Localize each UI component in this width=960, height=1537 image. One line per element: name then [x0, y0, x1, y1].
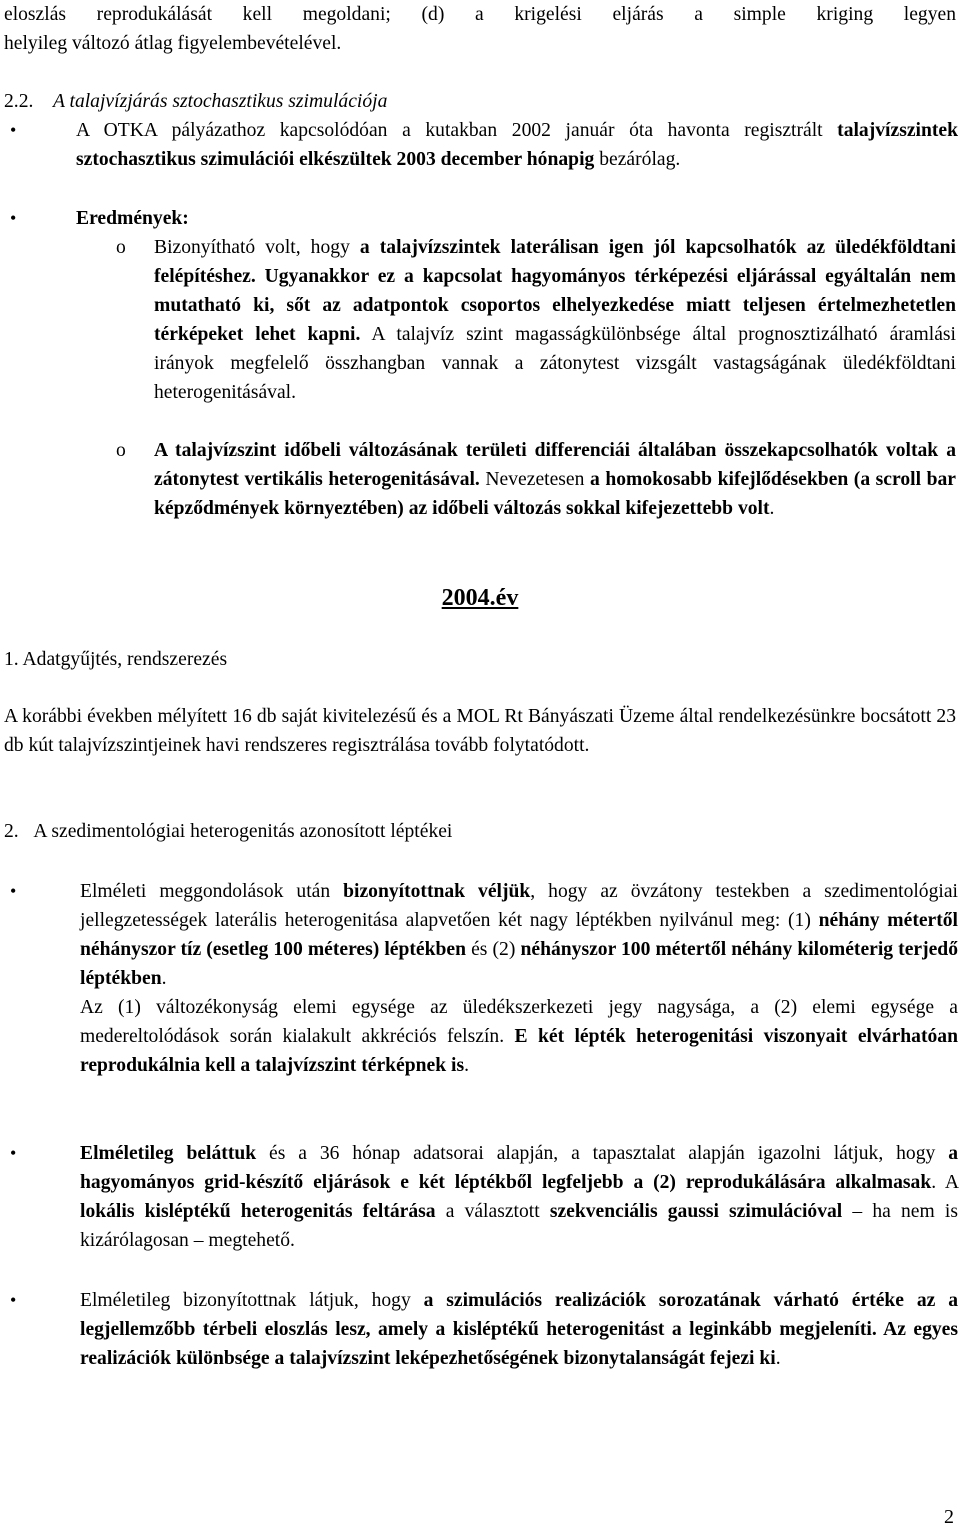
bullet-icon: •: [10, 1143, 17, 1163]
bullet-grid-methods-text: Elméletileg beláttuk és a 36 hónap adatsorai alapján, a tapasztalat alapján igazolni látjuk, hogy a hagyományos grid-készítő eljárások e két léptékből legfeljebb a (2) reprodukálására alkalmasak. A lokális kisléptékű heterogenitás feltárása a választott szekvenciális gaussi szimulációval – ha nem is kizárólagosan – megtehető.: [80, 1143, 958, 1251]
bullet-icon: •: [10, 120, 17, 140]
bullet-scales-para-2: Az (1) változékonyság elemi egysége az üledékszerkezeti jegy nagysága, a (2) elemi egysége a medereltolódások során kialakult akkréciós felszín. E két lépték heterogenitási viszonyait elvárhatóan reprodukálnia kell a talajvízszint térképnek is.: [80, 997, 958, 1076]
bullet-results: [0, 204, 958, 233]
intro-paragraph: [4, 0, 956, 58]
section-title: A szedimentológiai heterogenitás azonosított léptékei: [33, 821, 453, 842]
bullet-icon: •: [10, 881, 17, 901]
sub-bullet-icon: o: [116, 440, 126, 461]
bullet-grid-methods: [0, 1139, 958, 1255]
bullet-otka-text: A OTKA pályázathoz kapcsolódóan a kutakban 2002 január óta havonta regisztrált talajvízszintek sztochasztikus szimulációi elkészültek 2003 december hónapig bezárólag.: [76, 120, 958, 170]
section-number: 2.: [4, 821, 19, 842]
section-1-heading: 1. Adatgyűjtés, rendszerezés: [4, 649, 228, 670]
result-item-1-text: Bizonyítható volt, hogy a talajvízszintek laterálisan igen jól kapcsolhatók az üledékföldtani felépítéshez. Ugyanakkor ez a kapcsolat hagyományos térképezési eljárással egyáltalán nem mutatható ki, sőt az adatpontok csoportos elhelyezkedése miatt teljesen értelmezhetetlen térképeket lehet kapni. A talajvíz szint magasságkülönbsége által prognosztizálható áramlási irányok megfelelő összhangban vannak a zátonytest vizsgált vastagságának üledékföldtani heterogenitásával.: [154, 237, 956, 403]
result-item-2-text: A talajvízszint időbeli változásának területi differenciái általában összekapcsolhatók voltak a zátonytest vertikális heterogenitásával. Nevezetesen a homokosabb kifejlődésekben (a scroll bar képződmények környeztében) az időbeli változás sokkal kifejezettebb volt.: [154, 440, 956, 519]
bullet-scales-para-1: Elméleti meggondolások után bizonyítottnak véljük, hogy az övzátony testekben a szedimentológiai jellegzetességek laterális heterogenitása alapvetően két nagy léptékben nyilvánul meg: (1) néhány métertől néhányszor tíz (esetleg 100 méteres) léptékben és (2) néhányszor 100 métertől néhány kilométerig terjedő léptékben.: [80, 881, 959, 989]
bullet-scales: [0, 877, 958, 1080]
bullet-simulation: [0, 1286, 958, 1373]
result-item-2: [116, 436, 956, 523]
page-number: 2: [944, 1506, 954, 1528]
bullet-otka: [0, 116, 958, 174]
section-title: A talajvízjárás sztochasztikus szimulációja: [52, 91, 388, 112]
intro-line-2: helyileg változó átlag figyelembevételével.: [4, 33, 342, 54]
section-2-2-heading: [4, 87, 956, 116]
result-item-1: [116, 233, 956, 407]
results-label: Eredmények:: [76, 208, 189, 229]
intro-line-1: eloszlás reprodukálását kell megoldani; (d) a krigelési eljárás a simple kriging legyen: [4, 4, 956, 25]
bullet-icon: •: [10, 1290, 17, 1310]
section-2-heading: [4, 817, 956, 846]
sub-bullet-icon: o: [116, 237, 126, 258]
section-number: 2.2.: [4, 91, 34, 112]
section-1-paragraph: A korábbi években mélyített 16 db saját kivitelezésű és a MOL Rt Bányászati Üzeme által rendelkezésünkre bocsátott 23 db kút talajvízszintjeinek havi rendszeres regisztrálása tovább folytatódott.: [4, 706, 956, 756]
year-heading: 2004.év: [441, 585, 519, 611]
bullet-icon: •: [10, 208, 17, 228]
bullet-simulation-text: Elméletileg bizonyítottnak látjuk, hogy a szimulációs realizációk sorozatának várható értéke az a legjellemzőbb térbeli eloszlás lesz, amely a kisléptékű heterogenitást a leginkább megjeleníti. Az egyes realizációk különbsége a talajvízszint leképezhetőségének bizonytalanságát fejezi ki.: [80, 1290, 958, 1369]
